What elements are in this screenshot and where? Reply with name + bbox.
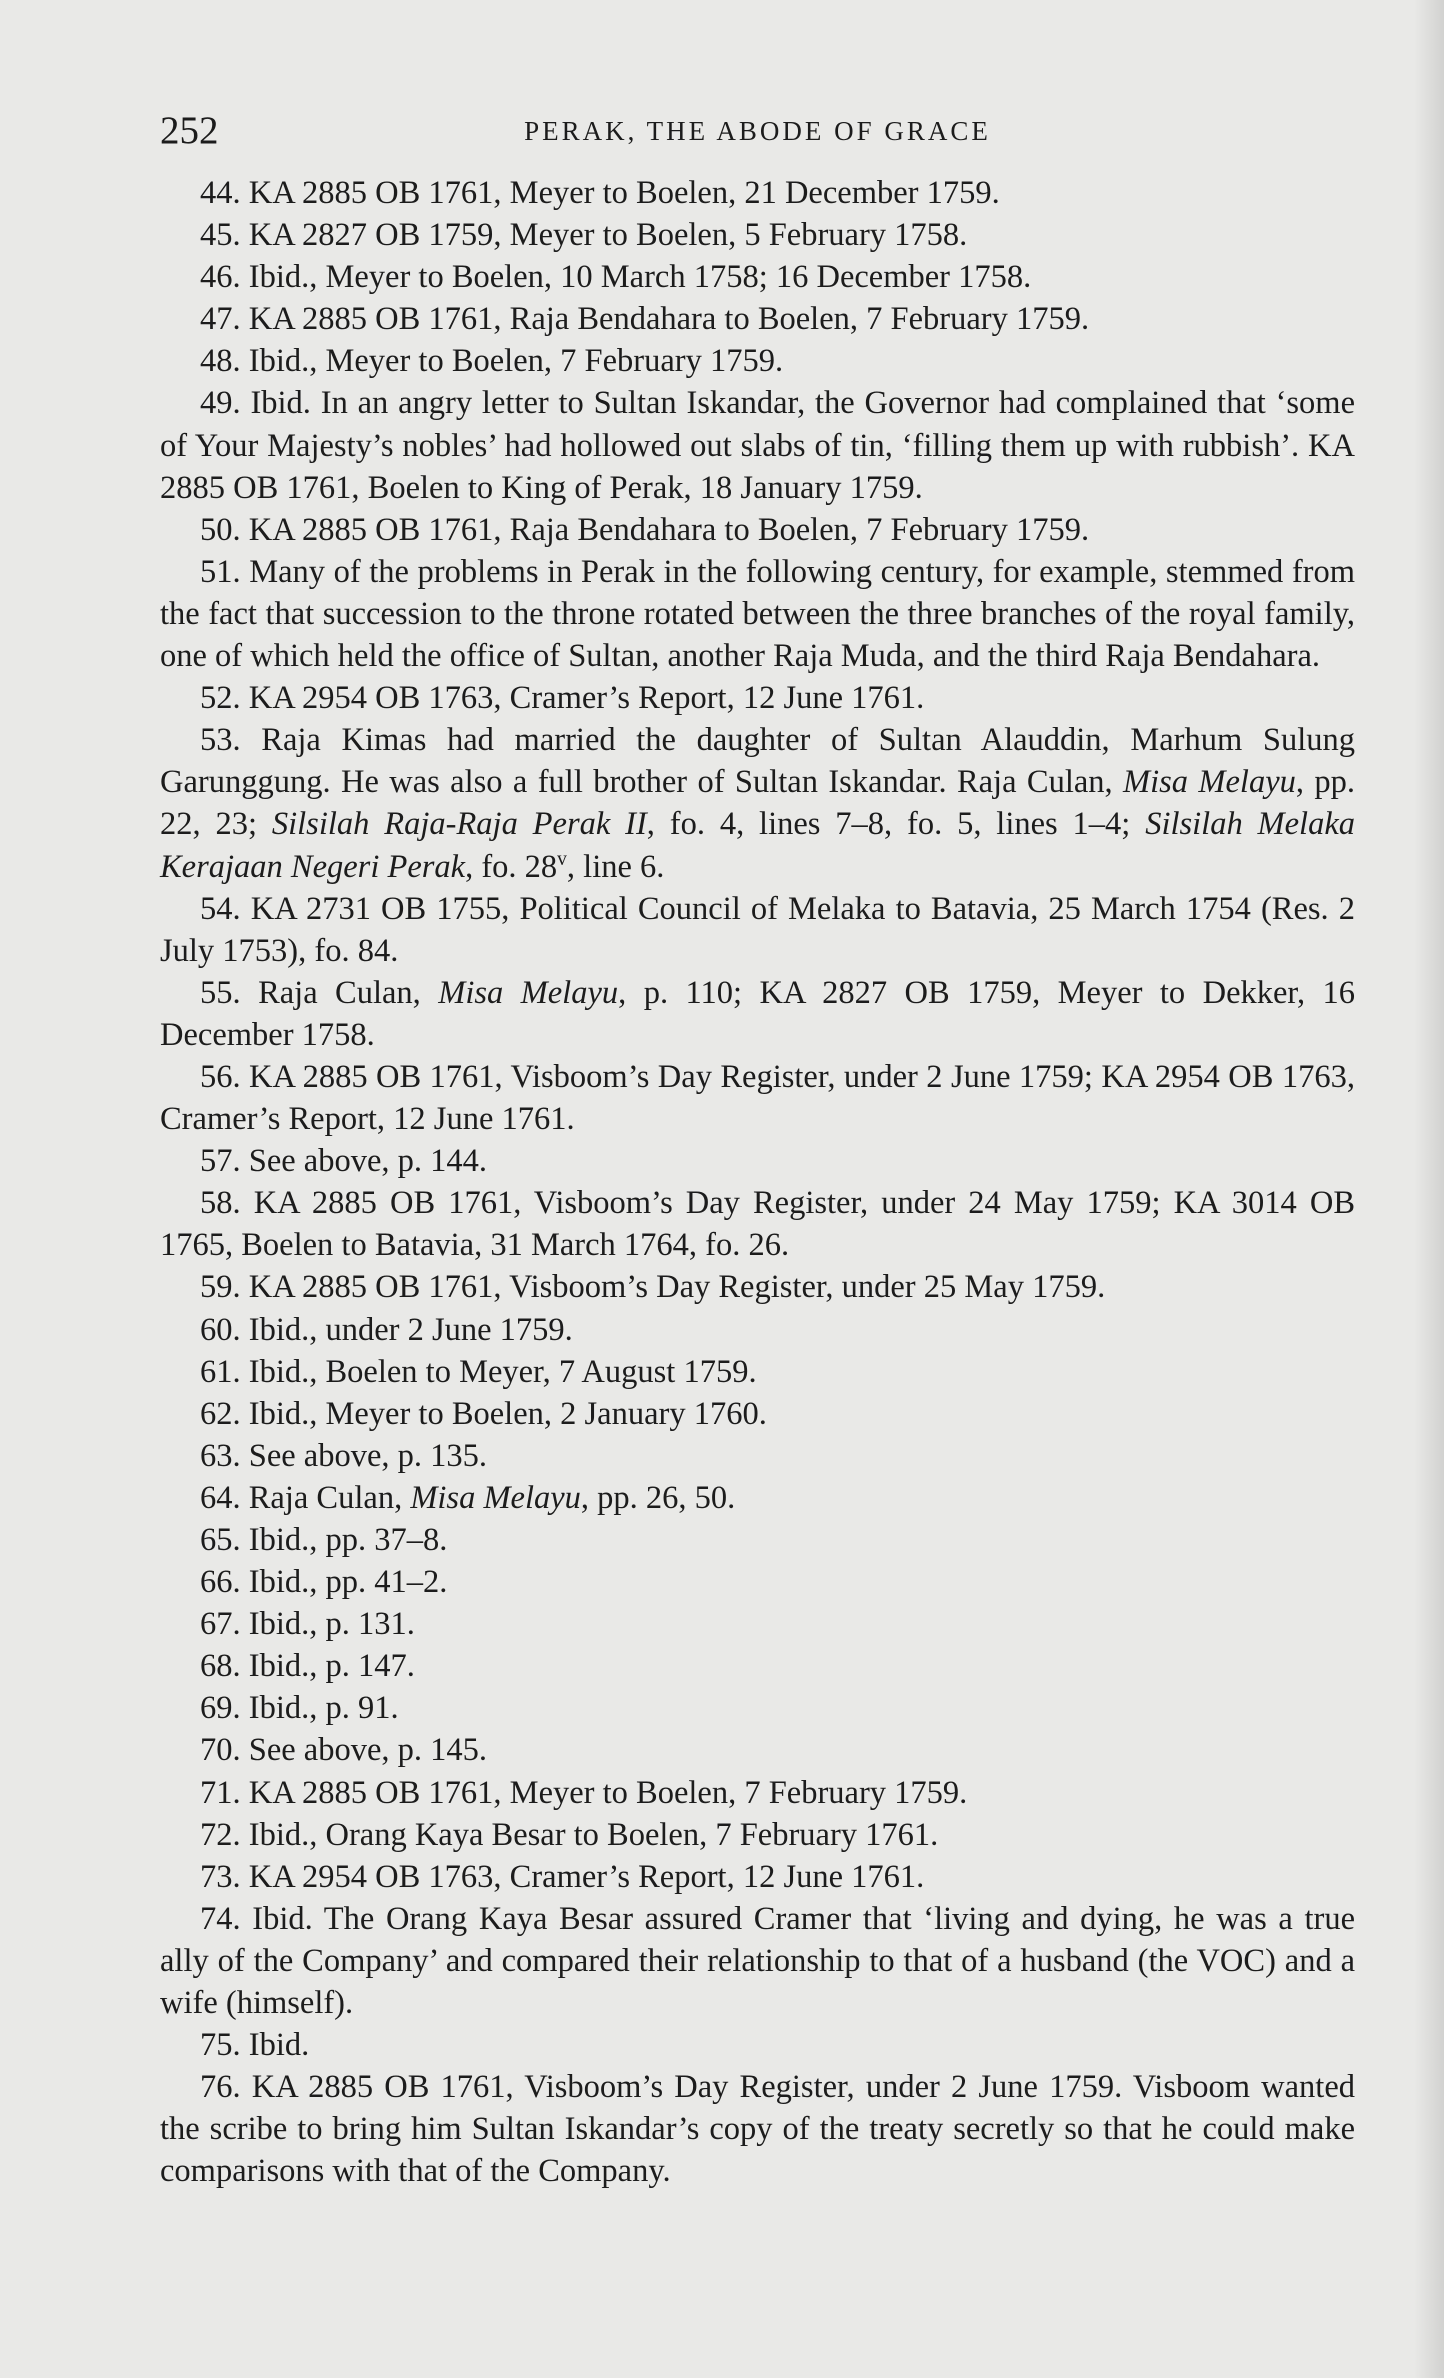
endnote-text: , p. 110; KA 2827 OB 1759, Meyer to Dekker, 16 December 1758. [160, 974, 1356, 1053]
endnote-number: 64. [200, 1479, 241, 1516]
page-number: 252 [160, 109, 219, 152]
endnote [160, 888, 1355, 972]
endnote-text: KA 2954 OB 1763, Cramer’s Report, 12 June 1761. [248, 680, 925, 717]
endnote [160, 1435, 1355, 1477]
endnote [160, 1477, 1355, 1519]
endnote-number: 70. [200, 1732, 241, 1769]
endnote [160, 2066, 1355, 2192]
endnote-number: 62. [200, 1395, 241, 1432]
endnote-text: See above, p. 145. [248, 1732, 488, 1769]
endnote [160, 1519, 1355, 1561]
endnote [160, 1729, 1355, 1771]
endnote-number: 53. [200, 722, 241, 759]
endnote-text: , line 6. [566, 848, 665, 885]
endnote [160, 1351, 1355, 1393]
endnote [160, 1056, 1355, 1140]
page-edge-shadow [1414, 0, 1444, 2378]
endnote-number: 59. [200, 1269, 241, 1306]
endnote-number: 54. [200, 890, 241, 927]
endnote-text: Ibid., Meyer to Boelen, 7 February 1759. [248, 343, 784, 380]
endnote-title-italic: Misa Melayu [410, 1479, 581, 1516]
endnote-text: See above, p. 135. [248, 1437, 488, 1474]
endnote-text: Many of the problems in Perak in the following century, for example, stemmed from the fact that succession to the throne rotated between the three branches of the royal family, one of which held the office of Sultan, another Raja Muda, and the third Raja Bendahara. [160, 553, 1355, 675]
endnote-number: 71. [200, 1774, 241, 1811]
endnote-number: 76. [200, 2069, 241, 2106]
endnote-text: KA 2885 OB 1761, Visboom’s Day Register, under 2 June 1759; KA 2954 OB 1763, Cramer’s Report, 12 June 1761. [160, 1058, 1355, 1138]
endnote-text: Raja Kimas had married the daughter of Sultan Alauddin, Marhum Sulung Garunggung. He was also a full brother of Sultan Iskandar. Raja Culan, [160, 722, 1356, 801]
endnote-number: 72. [200, 1816, 241, 1853]
endnote-title-italic: Misa Melayu [1123, 764, 1296, 801]
endnote [160, 172, 1355, 214]
endnote-text: , fo. 28 [465, 848, 558, 885]
endnote-title-italic: Misa Melayu [438, 974, 619, 1011]
endnote [160, 1856, 1355, 1898]
endnote-text: Ibid., Boelen to Meyer, 7 August 1759. [248, 1353, 757, 1390]
endnote-number: 67. [200, 1606, 241, 1643]
endnote-text: Raja Culan, [248, 1479, 411, 1516]
endnote-text: KA 2885 OB 1761, Raja Bendahara to Boelen, 7 February 1759. [248, 301, 1090, 338]
endnote-text: Ibid., p. 147. [248, 1648, 415, 1685]
endnote-text: Ibid. In an angry letter to Sultan Iskandar, the Governor had complained that ‘some of Your Majesty’s nobles’ had hollowed out slabs of tin, ‘filling them up with rubbish’. KA 2885 OB 1761, Boelen to King of Perak, 18 January 1759. [160, 385, 1356, 506]
endnote-number: 61. [200, 1353, 241, 1390]
endnote-text: See above, p. 144. [248, 1143, 488, 1180]
endnote-number: 69. [200, 1690, 241, 1727]
endnote-text: KA 2827 OB 1759, Meyer to Boelen, 5 February 1758. [248, 217, 968, 254]
endnote [160, 677, 1355, 719]
endnote-text: Ibid. [248, 2027, 310, 2064]
endnote-text: , pp. 26, 50. [580, 1479, 736, 1516]
endnote-number: 58. [200, 1185, 241, 1222]
endnote-text: Raja Culan, [258, 974, 439, 1011]
endnote-text: Ibid., Orang Kaya Besar to Boelen, 7 February 1761. [248, 1816, 939, 1853]
endnote-number: 56. [200, 1058, 241, 1095]
endnote-number: 45. [200, 217, 241, 254]
endnote-number: 60. [200, 1311, 241, 1348]
endnote-text: KA 2885 OB 1761, Meyer to Boelen, 7 February 1759. [248, 1774, 968, 1811]
endnote-text: Ibid., Meyer to Boelen, 10 March 1758; 16 December 1758. [248, 259, 1032, 296]
endnote [160, 1393, 1355, 1435]
endnote-number: 66. [200, 1564, 241, 1601]
endnote-text: KA 2954 OB 1763, Cramer’s Report, 12 June 1761. [248, 1858, 925, 1895]
endnote-number: 57. [200, 1143, 241, 1180]
endnote-text: KA 2885 OB 1761, Visboom’s Day Register, under 25 May 1759. [248, 1269, 1106, 1306]
endnote-text: KA 2885 OB 1761, Raja Bendahara to Boelen, 7 February 1759. [248, 511, 1090, 548]
endnote [160, 298, 1355, 340]
endnote [160, 382, 1355, 508]
endnote-text: Ibid. The Orang Kaya Besar assured Cramer that ‘living and dying, he was a true ally of the Company’ and compared their relationship to that of a husband (the VOC) and a wife (himself). [160, 1900, 1355, 2022]
endnote [160, 340, 1355, 382]
endnote [160, 256, 1355, 298]
endnote-number: 47. [200, 301, 241, 338]
endnote-number: 55. [200, 974, 241, 1011]
running-title: PERAK, THE ABODE OF GRACE [524, 116, 991, 146]
endnote-number: 63. [200, 1437, 241, 1474]
endnote-text: , fo. 4, lines 7–8, fo. 5, lines 1–4; [646, 806, 1146, 843]
endnote-number: 65. [200, 1522, 241, 1558]
endnote-number: 68. [200, 1648, 241, 1685]
endnote-text: KA 2885 OB 1761, Visboom’s Day Register, under 24 May 1759; KA 3014 OB 1765, Boelen to Batavia, 31 March 1764, fo. 26. [160, 1185, 1355, 1264]
endnote-text: Ibid., pp. 37–8. [248, 1522, 448, 1558]
endnote-text: KA 2885 OB 1761, Visboom’s Day Register, under 2 June 1759. Visboom wanted the scribe to bring him Sultan Iskandar’s copy of the treaty secretly so that he could make comparisons with that of the Company. [160, 2069, 1356, 2190]
endnote-number: 73. [200, 1858, 241, 1895]
endnote-number: 49. [200, 385, 241, 422]
endnote-title-italic: Silsilah Melaka Kerajaan Negeri Perak [160, 806, 1356, 885]
endnote-number: 52. [200, 680, 241, 717]
endnote [160, 509, 1355, 551]
endnote-text: KA 2885 OB 1761, Meyer to Boelen, 21 December 1759. [248, 175, 1000, 211]
endnote [160, 1687, 1355, 1729]
endnote [160, 2024, 1355, 2066]
endnote-number: 50. [200, 511, 241, 548]
endnote [160, 1309, 1355, 1351]
endnote-text: Ibid., under 2 June 1759. [248, 1311, 573, 1348]
endnote-text: Ibid., p. 91. [248, 1690, 399, 1727]
endnote [160, 1182, 1355, 1266]
endnote-text: Ibid., p. 131. [248, 1606, 415, 1643]
endnote [160, 972, 1355, 1056]
endnote-number: 46. [200, 259, 241, 296]
endnote [160, 1772, 1355, 1814]
endnote-text: Ibid., pp. 41–2. [248, 1564, 448, 1601]
endnote-text: Ibid., Meyer to Boelen, 2 January 1760. [248, 1395, 767, 1432]
endnote [160, 214, 1355, 256]
endnote [160, 1140, 1355, 1182]
endnote-number: 74. [200, 1900, 241, 1937]
endnote [160, 1645, 1355, 1687]
endnote [160, 1266, 1355, 1308]
endnote [160, 719, 1355, 887]
endnote-number: 48. [200, 343, 241, 380]
endnote [160, 551, 1355, 677]
endnote-text: v [557, 848, 567, 870]
endnote-title-italic: Silsilah Raja-Raja Perak II [271, 806, 647, 843]
endnote-number: 75. [200, 2027, 241, 2064]
endnotes-list [160, 172, 1355, 2193]
endnote [160, 1603, 1355, 1645]
endnote [160, 1561, 1355, 1603]
endnote-number: 51. [200, 553, 241, 590]
endnote-text: KA 2731 OB 1755, Political Council of Melaka to Batavia, 25 March 1754 (Res. 2 July 1753), fo. 84. [160, 890, 1355, 969]
endnote [160, 1814, 1355, 1856]
endnote-number: 44. [200, 175, 241, 211]
endnote-text: , pp. 22, 23; [160, 764, 1356, 843]
page-header [160, 108, 1355, 158]
endnote [160, 1898, 1355, 2024]
